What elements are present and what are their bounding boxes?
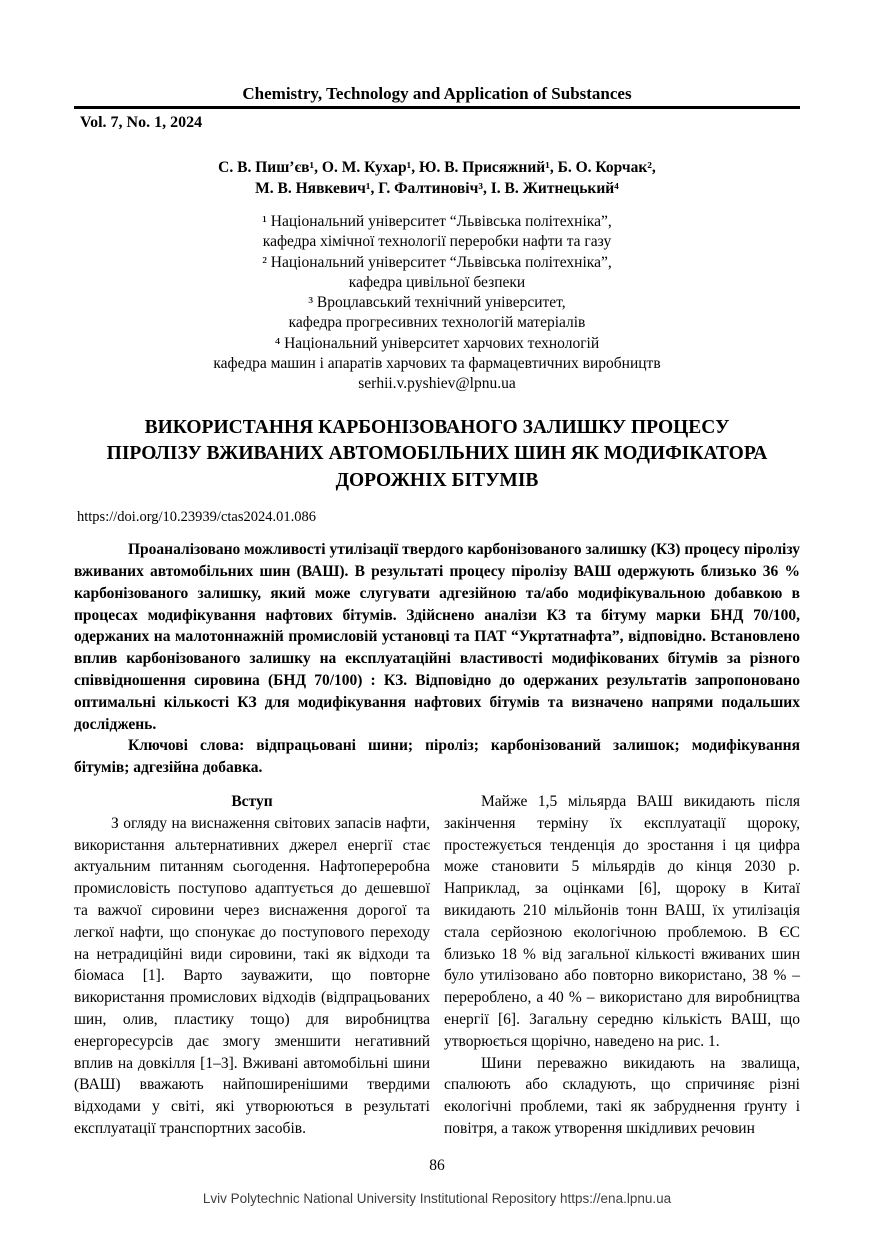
right-column [444,791,800,1140]
section-heading-intro: Вступ [231,792,273,810]
body-paragraph: З огляду на виснаження світових запасів нафти, використання альтернативних джерел енергії стає актуальним питанням сьогодення. Нафтопереробна промисловість поступово адаптується до дешевшої та важчої сировини через виснаження дорогої та легкої нафти, що спонукає до поступового переходу на нетрадиційні види сировини, такі як відходи та біомаса [1]. Варто зауважити, що повторне використання промислових відходів (відпрацьованих шин, олив, пластику тощо) для виробництва енергоресурсів дає змогу зменшити негативний вплив на довкілля [1–3]. Вживані автомобільні шини (ВАШ) вважають найпоширенішими твердими відходами у світі, які утворюються в результаті експлуатації транспортних засобів. [74,814,430,1137]
volume-issue-line: Vol. 7, No. 1, 2024 [80,114,203,131]
affiliation-line: кафедра цивільної безпеки [348,273,526,291]
repository-footer: Lviv Polytechnic National University Institutional Repository https://ena.lpnu.ua [202,1190,672,1206]
article-title-line: ПІРОЛІЗУ ВЖИВАНИХ АВТОМОБІЛЬНИХ ШИН ЯК МОДИФІКАТОРА [106,443,768,465]
affiliation-line: ³ Вроцлавський технічний університет, [308,294,566,312]
body-paragraph: Шини переважно викидають на звалища, спалюють або складують, що спричиняє різні екологічні проблеми, такі як забруднення ґрунту і повітря, а також утворення шкідливих речовин [444,1054,800,1137]
abstract-paragraph: Проаналізовано можливості утилізації твердого карбонізованого залишку (КЗ) процесу піролізу вживаних автомобільних шин (ВАШ). В результаті процесу піролізу ВАШ одержують близько 36 % карбонізованого залишку, який може слугувати адгезійною та/або модифікувальною добавкою в процесах модифікування нафтових бітумів. Здійснено аналізи КЗ та бітуму марки БНД 70/100, одержаних на малотоннажній промисловій установці та ПАТ “Укртатнафта”, відповідно. Встановлено вплив карбонізованого залишку на експлуатаційні властивості модифікованих бітумів за різного співвідношення сировина (БНД 70/100) : КЗ. Відповідно до одержаних результатів запропоновано оптимальні кількості КЗ для модифікування нафтових бітумів та визначено напрями подальших досліджень. [74,541,800,733]
authors-line: М. В. Нявкевич¹, Г. Фалтиновіч³, І. В. Житнецький⁴ [255,179,619,197]
affiliation-line: ¹ Національний університет “Львівська політехніка”, [262,213,612,230]
keywords-paragraph: Ключові слова: відпрацьовані шини; піроліз; карбонізований залишок; модифікування бітумів; адгезійна добавка. [74,737,800,777]
journal-header [74,84,800,109]
body-paragraph: Майже 1,5 мільярда ВАШ викидають після закінчення терміну їх експлуатації щороку, простежується тенденція до зростання і ця цифра може становити 5 мільярдів до кінця 2030 р. Наприклад, за оцінками [6], щороку в Китаї викидають 210 мільйонів тонн ВАШ, їх утилізація стала серйозною екологічною проблемою. В ЄС близько 18 % від загальної кількості вживаних шин було утилізовано або повторно використано, 38 % – перероблено, а 40 % – використано для виробництва енергії [6]. Загальну середню кількість ВАШ, що утворюється щорічно, наведено на рис. 1. [444,792,800,1050]
affiliation-line: кафедра машин і апаратів харчових та фармацевтичних виробництв [213,355,661,373]
affiliation-line: ⁴ Національний університет харчових технологій [274,334,600,352]
article-title-line: ДОРОЖНІХ БІТУМІВ [335,469,539,491]
journal-title: Chemistry, Technology and Application of Substances [242,84,632,103]
article-title-line: ВИКОРИСТАННЯ КАРБОНІЗОВАНОГО ЗАЛИШКУ ПРОЦЕСУ [144,416,730,438]
affiliation-line: кафедра прогресивних технологій матеріалів [288,314,586,332]
affiliation-line: ² Національний університет “Львівська політехніка”, [262,253,612,271]
left-column [74,791,430,1140]
authors-line: С. В. Пиш’єв¹, О. М. Кухар¹, Ю. В. Присяжний¹, Б. О. Корчак², [218,159,656,176]
affiliation-line: кафедра хімічної технології переробки нафти та газу [262,233,612,251]
two-column-body [74,791,800,1140]
article-title [74,415,800,495]
page-number: 86 [429,1156,445,1174]
author-email: serhii.v.pyshiev@lpnu.ua [358,375,516,393]
affiliations-block [74,212,800,395]
doi-link: https://doi.org/10.23939/ctas2024.01.086 [77,509,316,526]
authors-block [74,158,800,199]
